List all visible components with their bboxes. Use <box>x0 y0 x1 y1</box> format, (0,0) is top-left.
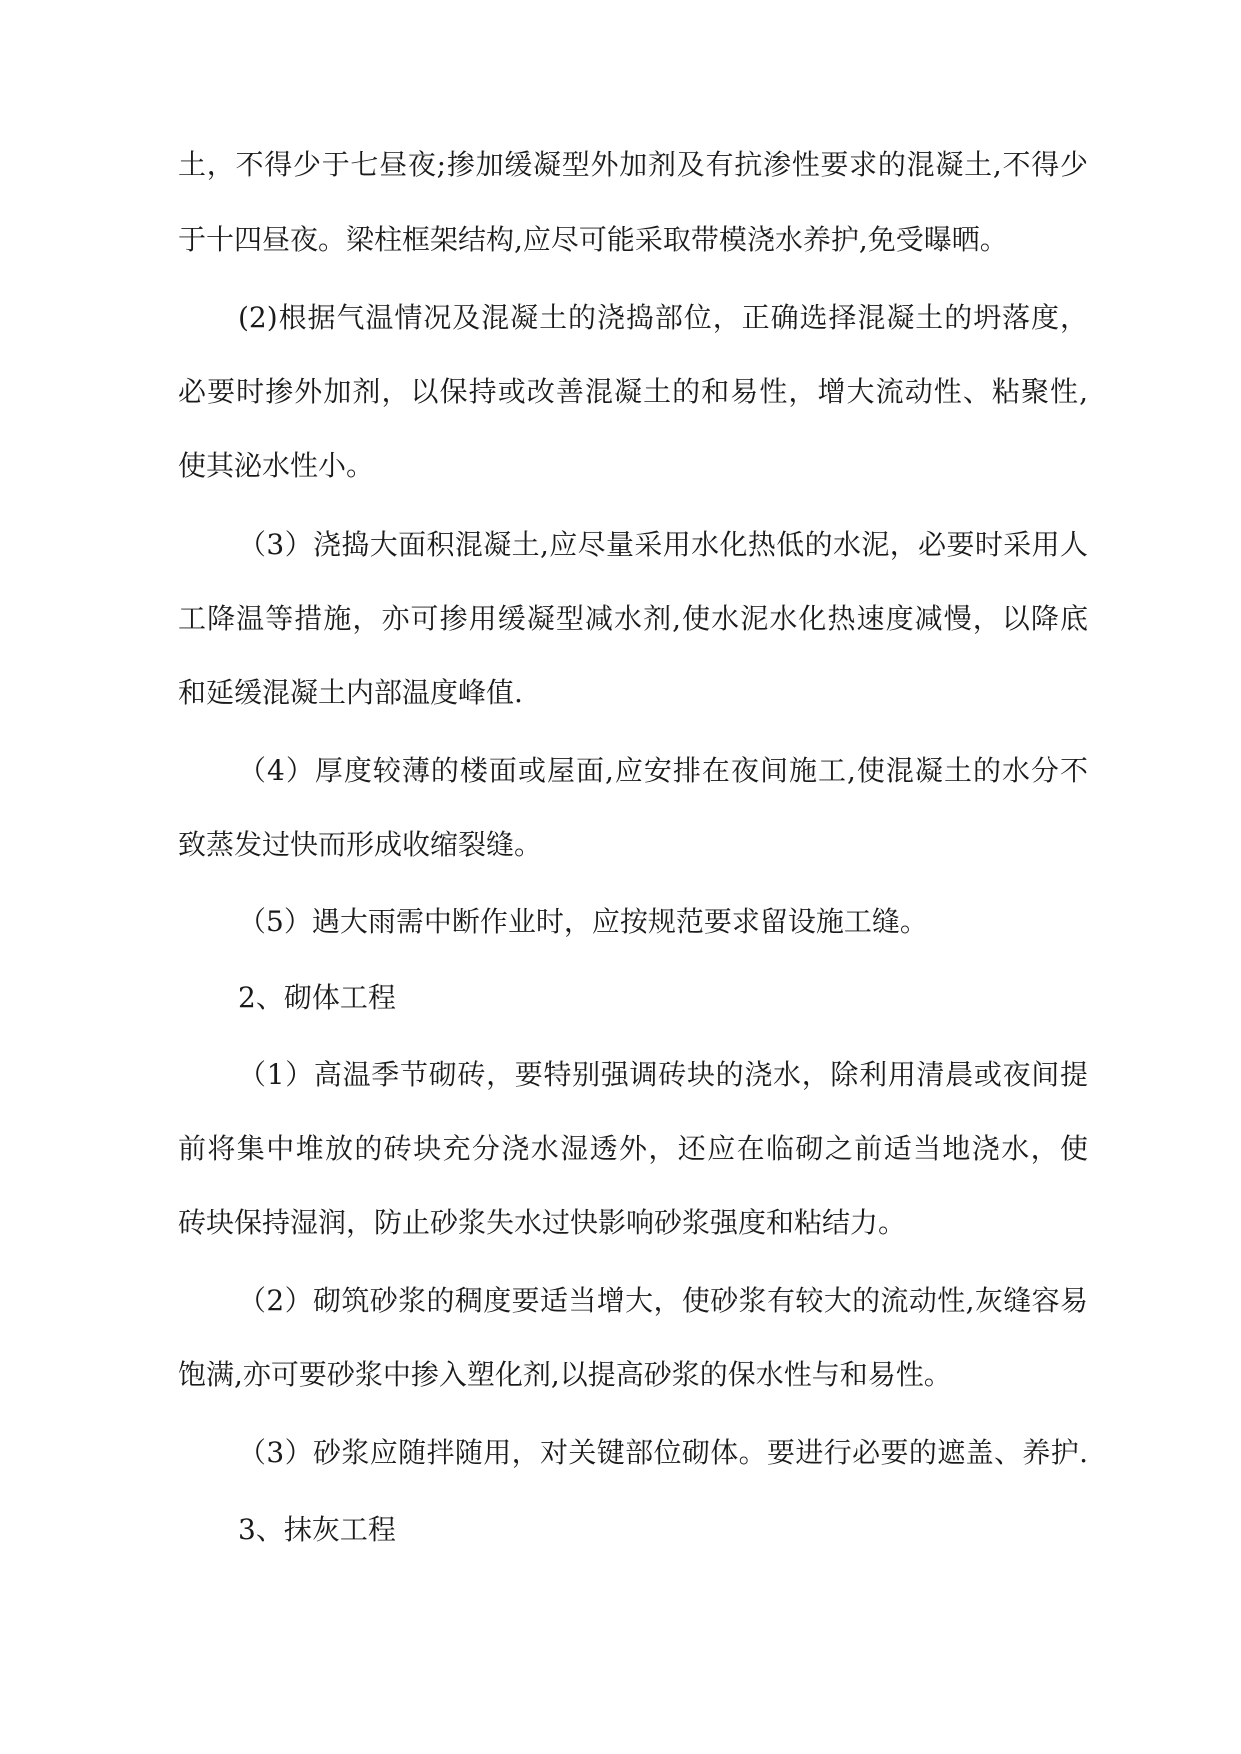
text-line: 于十四昼夜。梁柱框架结构,应尽可能采取带模浇水养护,免受曝晒。 <box>178 223 1008 256</box>
text-line: 致蒸发过快而形成收缩裂缝。 <box>178 828 543 861</box>
text-line: 工降温等措施，亦可掺用缓凝型减水剂,使水泥水化热速度减慢，以降底 <box>178 602 1088 635</box>
text-line: （3）砂浆应随拌随用，对关键部位砌体。要进行必要的遮盖、养护. <box>238 1436 1088 1469</box>
text-line: （4）厚度较薄的楼面或屋面,应安排在夜间施工,使混凝土的水分不 <box>238 754 1088 787</box>
text-line: 和延缓混凝土内部温度峰值. <box>178 676 523 709</box>
text-line: 前将集中堆放的砖块充分浇水湿透外，还应在临砌之前适当地浇水，使 <box>178 1132 1088 1165</box>
section-heading: 2、砌体工程 <box>238 981 396 1014</box>
section-heading: 3、抹灰工程 <box>238 1513 396 1546</box>
text-line: （3）浇捣大面积混凝土,应尽量采用水化热低的水泥，必要时采用人 <box>238 528 1088 561</box>
text-line: （1）高温季节砌砖，要特别强调砖块的浇水，除利用清晨或夜间提 <box>238 1058 1088 1091</box>
text-line: 必要时掺外加剂，以保持或改善混凝土的和易性，增大流动性、粘聚性, <box>178 375 1088 408</box>
text-line: （5）遇大雨需中断作业时，应按规范要求留设施工缝。 <box>238 905 928 938</box>
text-line: 砖块保持湿润，防止砂浆失水过快影响砂浆强度和粘结力。 <box>178 1206 907 1239</box>
text-line: （2）砌筑砂浆的稠度要适当增大，使砂浆有较大的流动性,灰缝容易 <box>238 1284 1088 1317</box>
text-line: 使其泌水性小。 <box>178 449 375 482</box>
text-line: 土，不得少于七昼夜;掺加缓凝型外加剂及有抗渗性要求的混凝土,不得少 <box>178 148 1088 181</box>
text-line: 饱满,亦可要砂浆中掺入塑化剂,以提高砂浆的保水性与和易性。 <box>178 1358 952 1391</box>
text-line: (2)根据气温情况及混凝土的浇捣部位，正确选择混凝土的坍落度， <box>238 301 1088 334</box>
